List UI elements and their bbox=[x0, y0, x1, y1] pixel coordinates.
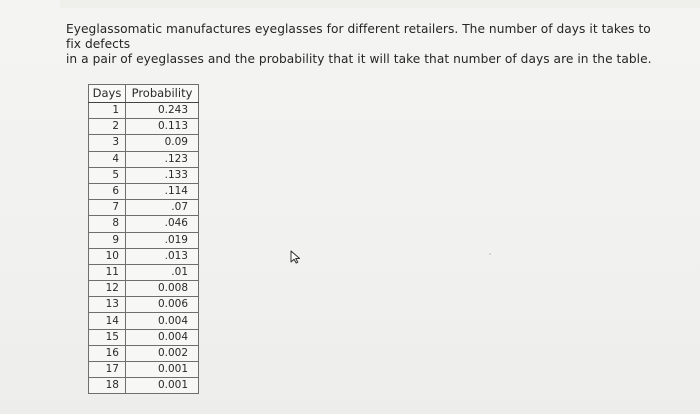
table-row bbox=[89, 216, 199, 232]
header-days: Days bbox=[89, 85, 126, 103]
cell-days: 15 bbox=[89, 329, 126, 345]
cell-probability: 0.001 bbox=[126, 362, 199, 378]
cell-probability: 0.002 bbox=[126, 345, 199, 361]
table-row bbox=[89, 103, 199, 119]
probability-table-wrap bbox=[88, 84, 199, 394]
cell-probability: .123 bbox=[126, 151, 199, 167]
cell-probability: 0.243 bbox=[126, 103, 199, 119]
cell-probability: 0.09 bbox=[126, 135, 199, 151]
cell-days: 10 bbox=[89, 248, 126, 264]
cell-probability: 0.004 bbox=[126, 329, 199, 345]
cell-probability: .01 bbox=[126, 264, 199, 280]
cell-days: 6 bbox=[89, 183, 126, 199]
mouse-pointer-icon bbox=[289, 250, 303, 264]
cell-probability: .019 bbox=[126, 232, 199, 248]
cell-probability: 0.004 bbox=[126, 313, 199, 329]
cell-days: 11 bbox=[89, 264, 126, 280]
cell-days: 9 bbox=[89, 232, 126, 248]
cell-days: 7 bbox=[89, 200, 126, 216]
table-row bbox=[89, 313, 199, 329]
table-header-row bbox=[89, 85, 199, 103]
probability-table bbox=[88, 84, 199, 394]
cell-probability: 0.008 bbox=[126, 281, 199, 297]
table-row bbox=[89, 264, 199, 280]
table-row bbox=[89, 135, 199, 151]
top-strip bbox=[60, 0, 700, 8]
cell-probability: 0.001 bbox=[126, 378, 199, 394]
cell-days: 12 bbox=[89, 281, 126, 297]
cell-days: 14 bbox=[89, 313, 126, 329]
table-row bbox=[89, 200, 199, 216]
table-row bbox=[89, 329, 199, 345]
question-line-1: Eyeglassomatic manufactures eyeglasses for different retailers. The number of days it takes to fix defects bbox=[66, 22, 651, 51]
table-row bbox=[89, 362, 199, 378]
cell-probability: .133 bbox=[126, 167, 199, 183]
table-row bbox=[89, 183, 199, 199]
cell-days: 18 bbox=[89, 378, 126, 394]
stray-dot bbox=[489, 253, 491, 255]
table-row bbox=[89, 248, 199, 264]
cell-days: 3 bbox=[89, 135, 126, 151]
header-probability: Probability bbox=[126, 85, 199, 103]
cell-probability: .114 bbox=[126, 183, 199, 199]
cell-days: 16 bbox=[89, 345, 126, 361]
cell-probability: 0.113 bbox=[126, 119, 199, 135]
table-row bbox=[89, 151, 199, 167]
table-row bbox=[89, 345, 199, 361]
cell-probability: .013 bbox=[126, 248, 199, 264]
cell-probability: .07 bbox=[126, 200, 199, 216]
cell-probability: 0.006 bbox=[126, 297, 199, 313]
table-row bbox=[89, 297, 199, 313]
cell-days: 13 bbox=[89, 297, 126, 313]
table-row bbox=[89, 281, 199, 297]
table-row bbox=[89, 167, 199, 183]
cell-days: 17 bbox=[89, 362, 126, 378]
table-row bbox=[89, 232, 199, 248]
question-text bbox=[66, 22, 666, 67]
cell-days: 2 bbox=[89, 119, 126, 135]
question-line-2: in a pair of eyeglasses and the probability that it will take that number of days are in the table. bbox=[66, 52, 652, 66]
table-row bbox=[89, 378, 199, 394]
table-body bbox=[89, 103, 199, 394]
cell-days: 4 bbox=[89, 151, 126, 167]
cell-days: 8 bbox=[89, 216, 126, 232]
cell-probability: .046 bbox=[126, 216, 199, 232]
table-row bbox=[89, 119, 199, 135]
cell-days: 1 bbox=[89, 103, 126, 119]
cell-days: 5 bbox=[89, 167, 126, 183]
